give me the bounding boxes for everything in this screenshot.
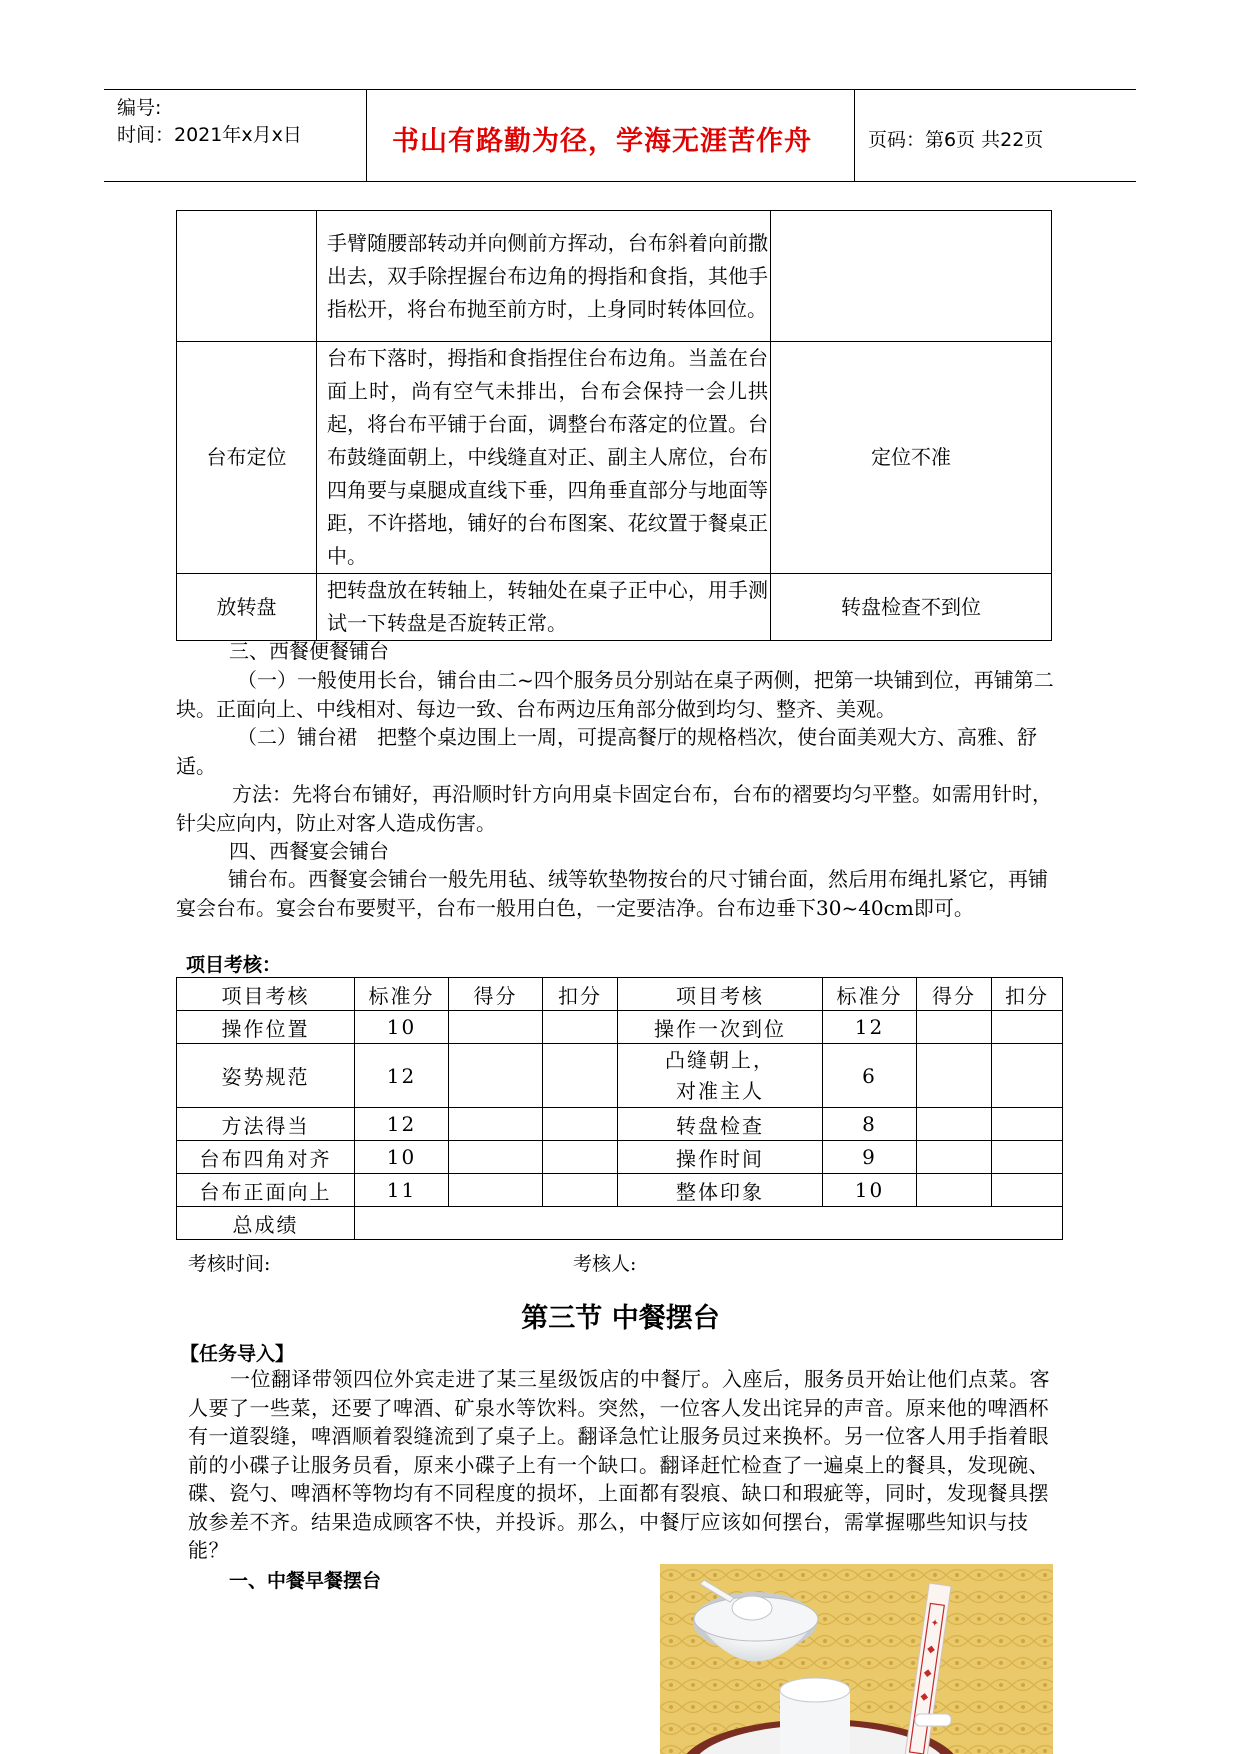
item-cell: 操作位置 [177,1011,355,1044]
page-info: 页码：第6页 共22页 [868,129,1044,151]
deduction-cell [543,1141,618,1174]
svg-text:◆: ◆ [926,1643,936,1656]
doc-number-label: 编号: [117,97,162,119]
score-cell [449,1044,543,1108]
procedure-table [176,210,1052,641]
total-value-cell [355,1207,1063,1240]
table-row [177,574,1052,641]
deduction-cell [992,1108,1063,1141]
breakfast-setting-heading: 一、中餐早餐摆台 [229,1570,382,1592]
standard-score-cell: 12 [823,1011,917,1044]
section4-paragraph: 铺台布。西餐宴会铺台一般先用毡、绒等软垫物按台的尺寸铺台面，然后用布绳扎紧它，再铺宴会台布。宴会台布要熨平，台布一般用白色，一定要洁净。台布边垂下30~40cm即可。 [176,867,1048,920]
table-row [177,1044,1063,1108]
section4-heading: 四、西餐宴会铺台 [229,839,389,863]
standard-score-cell: 6 [823,1044,917,1108]
score-cell [449,1011,543,1044]
standard-score-cell: 10 [355,1011,449,1044]
assessment-label: 项目考核： [186,954,282,976]
column-header: 项目考核 [177,978,355,1011]
score-cell [449,1174,543,1207]
column-header: 得分 [449,978,543,1011]
item-cell: 操作时间 [618,1141,823,1174]
score-cell [917,1108,992,1141]
task-intro-heading: 【任务导入】 [180,1343,295,1365]
fault-cell [771,211,1052,342]
section3-heading: 三、西餐便餐铺台 [229,639,389,663]
task-intro-text: 一位翻译带领四位外宾走进了某三星级饭店的中餐厅。入座后，服务员开始让他们点菜。客人要了一些菜，还要了啤酒、矿泉水等饮料。突然，一位客人发出诧异的声音。原来他的啤酒杯有一道裂缝，啤酒顺着裂缝流到了桌子上。翻译急忙让服务员过来换杯。另一位客人用手指着眼前的小碟子让服务员看，原来小碟子上有一个缺口。翻译赶忙检查了一遍桌上的餐具，发现碗、碟、瓷勺、啤酒杯等物均有不同程度的损坏，上面都有裂痕、缺口和瑕疵等，同时，发现餐具摆放参差不齐。结果造成顾客不快，并投诉。那么，中餐厅应该如何摆台，需掌握哪些知识与技能？ [188,1367,1050,1562]
item-cell: 转盘检查 [618,1108,823,1141]
section3-paragraph-3: 方法：先将台布铺好，再沿顺时针方向用桌卡固定台布，台布的褶要均匀平整。如需用针时，针尖应向内，防止对客人造成伤害。 [176,782,1052,835]
step-cell: 放转盘 [177,574,317,641]
header-top-rule [104,89,1136,90]
header-motto: 书山有路勤为径，学海无涯苦作舟 [392,126,812,157]
item-cell: 台布四角对齐 [177,1141,355,1174]
standard-score-cell: 10 [823,1174,917,1207]
score-cell [917,1141,992,1174]
section3-paragraph-1: （一）一般使用长台，铺台由二~四个服务员分别站在桌子两侧，把第一块铺到位，再铺第二块。正面向上、中线相对、每边一致、台布两边压角部分做到均匀、整齐、美观。 [176,668,1054,721]
item-cell: 姿势规范 [177,1044,355,1108]
table-row [177,1141,1063,1174]
step-cell: 台布定位 [177,342,317,574]
deduction-cell [992,1174,1063,1207]
deduction-cell [992,1044,1063,1108]
column-header: 扣分 [543,978,618,1011]
column-header: 得分 [917,978,992,1011]
item-cell: 台布正面向上 [177,1174,355,1207]
item-cell: 操作一次到位 [618,1011,823,1044]
deduction-cell [543,1108,618,1141]
header-divider-right [854,90,855,182]
deduction-cell [543,1174,618,1207]
column-header: 项目考核 [618,978,823,1011]
deduction-cell [543,1011,618,1044]
header-bottom-rule [104,181,1136,182]
column-header: 标准分 [823,978,917,1011]
standard-score-cell: 10 [355,1141,449,1174]
header-divider-left [366,90,367,182]
procedure-text-cell: 台布下落时，拇指和食指捏住台布边角。当盖在台面上时，尚有空气未排出，台布会保持一会儿拱起，将台布平铺于台面，调整台布落定的位置。台布鼓缝面朝上，中线缝直对正、副主人席位，台布四角要与桌腿成直线下垂，四角垂直部分与地面等距，不许搭地，铺好的台布图案、花纹置于餐桌正中。 [317,342,771,574]
item-cell: 整体印象 [618,1174,823,1207]
total-label-cell: 总成绩 [177,1207,355,1240]
table-header-row [177,978,1063,1011]
standard-score-cell: 8 [823,1108,917,1141]
score-cell [917,1044,992,1108]
fault-cell: 转盘检查不到位 [771,574,1052,641]
svg-text:◆: ◆ [923,1667,933,1680]
column-header: 标准分 [355,978,449,1011]
deduction-cell [543,1044,618,1108]
table-row [177,1174,1063,1207]
score-cell [917,1011,992,1044]
place-setting-photo [660,1564,1053,1754]
procedure-text-cell: 把转盘放在转轴上，转轴处在桌子正中心，用手测试一下转盘是否旋转正常。 [317,574,771,641]
deduction-cell [992,1011,1063,1044]
item-cell: 凸缝朝上，对准主人 [618,1044,823,1108]
standard-score-cell: 9 [823,1141,917,1174]
table-row [177,342,1052,574]
table-row [177,1207,1063,1240]
column-header: 扣分 [992,978,1063,1011]
assessment-time-label: 考核时间: [188,1253,271,1275]
assessor-label: 考核人: [573,1253,637,1275]
score-cell [449,1141,543,1174]
table-row [177,1108,1063,1141]
score-cell [917,1174,992,1207]
fault-cell: 定位不准 [771,342,1052,574]
step-cell [177,211,317,342]
svg-text:◆: ◆ [919,1691,929,1704]
standard-score-cell: 12 [355,1044,449,1108]
assessment-table [176,977,1063,1240]
deduction-cell [992,1141,1063,1174]
svg-text:✦: ✦ [929,1617,940,1630]
section-title: 第三节 中餐摆台 [521,1303,720,1334]
procedure-text-cell: 手臂随腰部转动并向侧前方挥动，台布斜着向前撒出去，双手除捏握台布边角的拇指和食指，其他手指松开，将台布抛至前方时，上身同时转体回位。 [317,211,771,342]
standard-score-cell: 12 [355,1108,449,1141]
section3-paragraph-2: （二）铺台裙 把整个桌边围上一周，可提高餐厅的规格档次，使台面美观大方、高雅、舒适。 [176,725,1037,778]
item-cell: 方法得当 [177,1108,355,1141]
standard-score-cell: 11 [355,1174,449,1207]
doc-time-label: 时间：2021年x月x日 [117,124,302,146]
score-cell [449,1108,543,1141]
table-row [177,1011,1063,1044]
table-row [177,211,1052,342]
